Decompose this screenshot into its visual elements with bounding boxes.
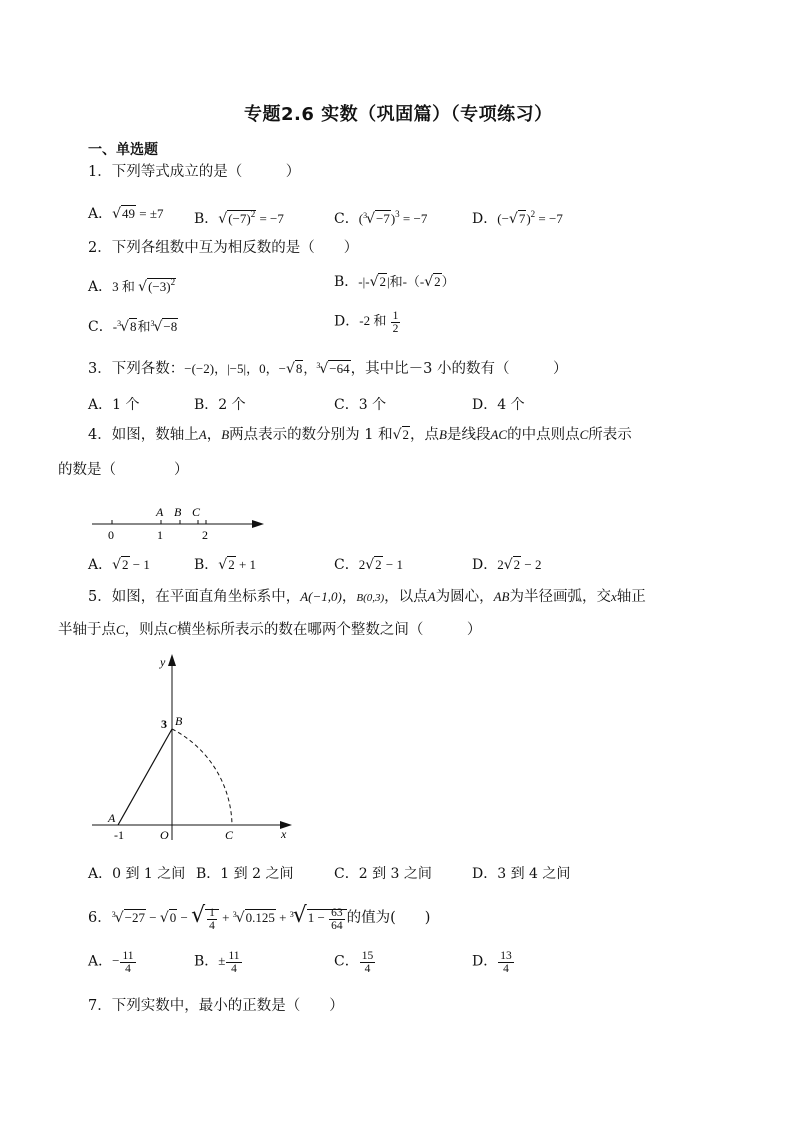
option-text: 1 到 2 之间 <box>220 866 294 882</box>
option-label: A． <box>88 206 113 222</box>
question-5-stem-line2 <box>58 620 481 640</box>
expr: - <box>112 319 118 334</box>
option-label: C． <box>88 319 113 335</box>
point-coord: B(0,3) <box>356 592 385 604</box>
fraction-numerator: 15 <box>361 950 374 962</box>
option-label: A． <box>88 397 113 413</box>
q5-option-d[interactable] <box>472 864 570 884</box>
option-text: 4 个 <box>497 397 525 413</box>
expr: -2 和 <box>359 313 390 329</box>
label-c: C <box>225 828 234 842</box>
option-text: 0 到 1 之间 <box>112 866 186 882</box>
radicand: 2 <box>228 557 235 572</box>
expr: = ±7 <box>136 206 164 221</box>
separator: ， <box>206 427 222 443</box>
point-name: B <box>221 427 230 442</box>
expr: + 1 <box>235 557 257 572</box>
option-label: C． <box>334 866 359 882</box>
option-label: D． <box>472 557 498 573</box>
label-neg1: -1 <box>114 828 124 842</box>
stem-text: 的中点则点 <box>507 427 580 443</box>
point-name: A <box>427 589 436 604</box>
option-label: B． <box>194 953 219 970</box>
arc-bc <box>172 729 232 825</box>
coefficient: 2 <box>497 557 504 572</box>
option-label: D． <box>472 953 498 970</box>
sign: − <box>112 953 120 969</box>
option-label: C． <box>334 397 359 413</box>
label-a: A <box>108 811 116 825</box>
q6-option-a[interactable] <box>88 950 137 975</box>
expr: = −7 <box>256 211 284 226</box>
radicand: 0 <box>169 910 177 925</box>
tick-label-0: 0 <box>108 528 114 542</box>
radicand: 2 <box>375 557 382 572</box>
stem-text: ，点 <box>410 427 440 443</box>
axis-arrow-icon <box>252 520 264 528</box>
operator: − <box>177 910 192 925</box>
fraction-numerator: 1 <box>392 310 399 322</box>
operator: − <box>146 910 160 925</box>
fraction-denominator: 64 <box>331 919 343 932</box>
q4-option-d[interactable]: D．2√2 − 2 <box>472 557 542 573</box>
stem-text: 的值为( ) <box>346 910 431 926</box>
segment-ab <box>118 729 172 825</box>
root-index: 3 <box>117 319 122 328</box>
section-heading: 一、单选题 <box>88 142 158 158</box>
q1-option-d[interactable]: D．$(-√7)^2 = -7$ <box>472 209 563 227</box>
radicand: −8 <box>163 319 178 334</box>
q3-option-d[interactable] <box>472 395 525 415</box>
root-index: 3 <box>232 910 237 919</box>
exponent: 2 <box>170 277 176 287</box>
expr: ） <box>441 274 455 289</box>
q3-option-b[interactable] <box>194 395 246 415</box>
label-b: B <box>175 714 183 728</box>
fraction-denominator: 4 <box>125 963 131 975</box>
stem-text: ，其中比－3 小的数有（ ） <box>350 361 568 377</box>
fraction-denominator: 4 <box>364 963 371 975</box>
radicand: 1 − <box>307 910 329 925</box>
stem-text: 两点表示的数分别为 1 和 <box>229 427 393 443</box>
expr: − 1 <box>382 557 403 572</box>
root-index: 3 <box>316 361 321 370</box>
q5-option-a[interactable] <box>88 864 185 884</box>
root-index: 3 <box>363 211 368 220</box>
stem-text: 所表示 <box>588 427 632 443</box>
option-label: D． <box>472 397 498 413</box>
q1-option-a[interactable]: A．√49 = ±7 <box>88 206 164 222</box>
option-text: 2 到 3 之间 <box>358 866 432 882</box>
stem-text: 是线段 <box>446 427 491 443</box>
radicand: 2 <box>434 274 441 289</box>
segment-name: AB <box>493 589 510 604</box>
fraction-denominator: 4 <box>231 963 237 975</box>
option-label: B． <box>334 274 359 290</box>
segment-name: AC <box>490 427 508 442</box>
option-label: D． <box>334 313 360 330</box>
radicand: 8 <box>129 319 137 334</box>
expr: − 2 <box>521 557 542 572</box>
option-label: C． <box>334 211 359 227</box>
option-label: B． <box>194 397 219 413</box>
y-axis-arrow-icon <box>168 654 176 666</box>
option-label: A． <box>88 557 113 573</box>
radicand: 7 <box>518 211 526 226</box>
q6-option-c[interactable] <box>334 950 376 975</box>
expr: = −7 <box>535 211 563 226</box>
question-number: 6． <box>88 910 112 926</box>
exponent: 2 <box>250 209 256 219</box>
stem-text: 轴正 <box>616 589 646 605</box>
stem-text: 为半径画弧，交 <box>509 589 611 605</box>
question-4-stem-line1: 4．如图，数轴上A，B两点表示的数分别为 1 和√2，点B是线段AC的中点则点C所表示 <box>88 427 632 443</box>
fraction-denominator: 4 <box>209 919 215 932</box>
radicand: 2 <box>122 557 129 572</box>
exponent: 2 <box>530 209 536 219</box>
stem-text: ，则点 <box>124 622 169 638</box>
root-index: 3 <box>289 910 294 919</box>
root-index: 3 <box>150 319 155 328</box>
page-title: 专题2.6 实数（巩固篇）（专项练习） <box>244 104 553 125</box>
option-label: D． <box>472 211 498 227</box>
radicand: 2 <box>379 274 386 289</box>
label-3: 3 <box>161 717 167 731</box>
operator: + <box>218 910 233 925</box>
stem-text: 横坐标所表示的数在哪两个整数之间（ ） <box>176 622 482 638</box>
option-label: C． <box>334 953 359 970</box>
expr: -|- <box>358 274 370 289</box>
q5-option-b[interactable] <box>196 864 293 884</box>
fraction-numerator: 11 <box>122 950 134 962</box>
radicand: 0.125 <box>245 910 275 925</box>
expr: 3 和 <box>112 279 139 294</box>
point-name: A <box>198 427 207 442</box>
stem-text: ，以点 <box>384 589 428 605</box>
option-label: A． <box>88 279 113 295</box>
separator: ， <box>341 589 357 605</box>
tick-label-2: 2 <box>202 528 208 542</box>
option-label: A． <box>88 866 113 882</box>
q5-option-c[interactable] <box>334 864 432 884</box>
question-3-stem: 3．下列各数：−(−2)，|−5|，0，−√8，$^3$√−64，其中比－3 小的数有（ ） <box>88 361 568 377</box>
expr: − 1 <box>129 557 150 572</box>
option-label: B． <box>194 211 219 227</box>
tick-label-1: 1 <box>157 528 163 542</box>
point-name: C <box>168 622 177 637</box>
q4-option-a[interactable]: A．√2 − 1 <box>88 557 150 573</box>
fraction-numerator: 1 <box>209 906 215 919</box>
expr: 和 <box>137 319 151 334</box>
question-6-stem: 6．$^3$√−27 − √0 − √ $\frac{1}{4}$ + $^3$√0.125 + $^3$√1 − $\frac{63}{64}$ 的值为( ) <box>88 903 431 932</box>
stem-text: 为圆心， <box>435 589 494 605</box>
number-line-figure <box>88 500 268 542</box>
radicand: 2 <box>402 427 410 442</box>
number: −(−2) <box>184 361 215 376</box>
separator: ， <box>303 361 317 376</box>
option-label: A． <box>88 953 113 970</box>
fraction-denominator: 2 <box>392 323 399 335</box>
question-1-stem: 1．下列等式成立的是（ ） <box>88 164 301 180</box>
radicand: −27 <box>124 910 145 925</box>
coordinate-graph-figure <box>88 650 298 850</box>
option-label: C． <box>334 557 359 573</box>
option-text: 3 个 <box>358 397 387 413</box>
q3-option-a[interactable] <box>88 395 139 415</box>
q1-option-c[interactable]: C．$(^3√-7)^3 = -7$ <box>334 209 428 227</box>
y-label: y <box>160 655 166 669</box>
q3-option-c[interactable] <box>334 395 386 415</box>
q2-option-b[interactable]: B．-|-√2|和-（-√2） <box>334 274 455 290</box>
fraction-numerator: 63 <box>331 906 343 919</box>
q2-option-c[interactable]: C．-$^3$√8和$^3$√−8 <box>88 319 178 335</box>
root-index: 3 <box>111 910 116 919</box>
option-text: 3 到 4 之间 <box>497 866 571 882</box>
label-a: A <box>156 505 164 519</box>
fraction-denominator: 4 <box>503 963 509 975</box>
stem-text: 5．如图，在平面直角坐标系中， <box>88 589 301 605</box>
option-label: B． <box>194 557 219 573</box>
expr: = −7 <box>399 211 428 226</box>
exponent: 3 <box>395 209 400 219</box>
fraction-numerator: 13 <box>500 950 512 962</box>
option-label: D． <box>472 866 498 882</box>
question-2-stem: 2．下列各组数中互为相反数的是（ ） <box>88 240 359 256</box>
q4-option-c[interactable]: C．2√2 − 1 <box>334 557 403 573</box>
point-name: B <box>439 427 447 442</box>
question-4-stem-line2: 的数是（ ） <box>58 462 189 478</box>
q2-option-d[interactable] <box>334 310 401 335</box>
option-text: 1 个 <box>112 397 140 413</box>
stem-text: 3．下列各数： <box>88 361 185 377</box>
radicand: 2 <box>513 557 521 572</box>
radicand: 8 <box>295 361 303 376</box>
q6-option-d[interactable] <box>472 950 515 975</box>
operator: + <box>275 910 290 925</box>
radicand: −7 <box>375 211 390 226</box>
question-7-stem: 7．下列实数中，最小的正数是（ ） <box>88 998 344 1014</box>
point-name: C <box>116 622 125 637</box>
point-name: C <box>579 427 589 442</box>
radicand: (−7) <box>228 211 251 226</box>
radicand: −64 <box>329 361 350 376</box>
q6-option-b[interactable] <box>194 950 243 975</box>
q2-option-a[interactable]: A．3 和 $√(-3)^2$ <box>88 277 176 295</box>
label-c: C <box>192 505 201 519</box>
q1-option-b[interactable]: B．$√(-7)^2 = -7$ <box>194 209 284 227</box>
question-5-stem-line1 <box>88 587 646 608</box>
stem-text: 半轴于点 <box>58 622 116 638</box>
sign: ± <box>218 953 226 969</box>
fraction-numerator: 11 <box>228 950 240 962</box>
expr: |和-（- <box>386 274 425 289</box>
q4-option-b[interactable]: B．√2 + 1 <box>194 557 257 573</box>
stem-text: 4．如图，数轴上 <box>88 427 199 443</box>
axis-name: x <box>611 589 617 604</box>
number: ，|−5|，0，− <box>214 361 286 376</box>
option-label: B． <box>196 866 221 882</box>
option-text: 2 个 <box>218 397 246 413</box>
x-label: x <box>281 827 287 841</box>
label-o: O <box>160 828 169 842</box>
radicand: 49 <box>122 206 136 221</box>
label-b: B <box>174 505 182 519</box>
coefficient: 2 <box>358 557 366 572</box>
radicand: (−3) <box>148 279 171 294</box>
point-coord: A(−1,0) <box>300 589 342 604</box>
